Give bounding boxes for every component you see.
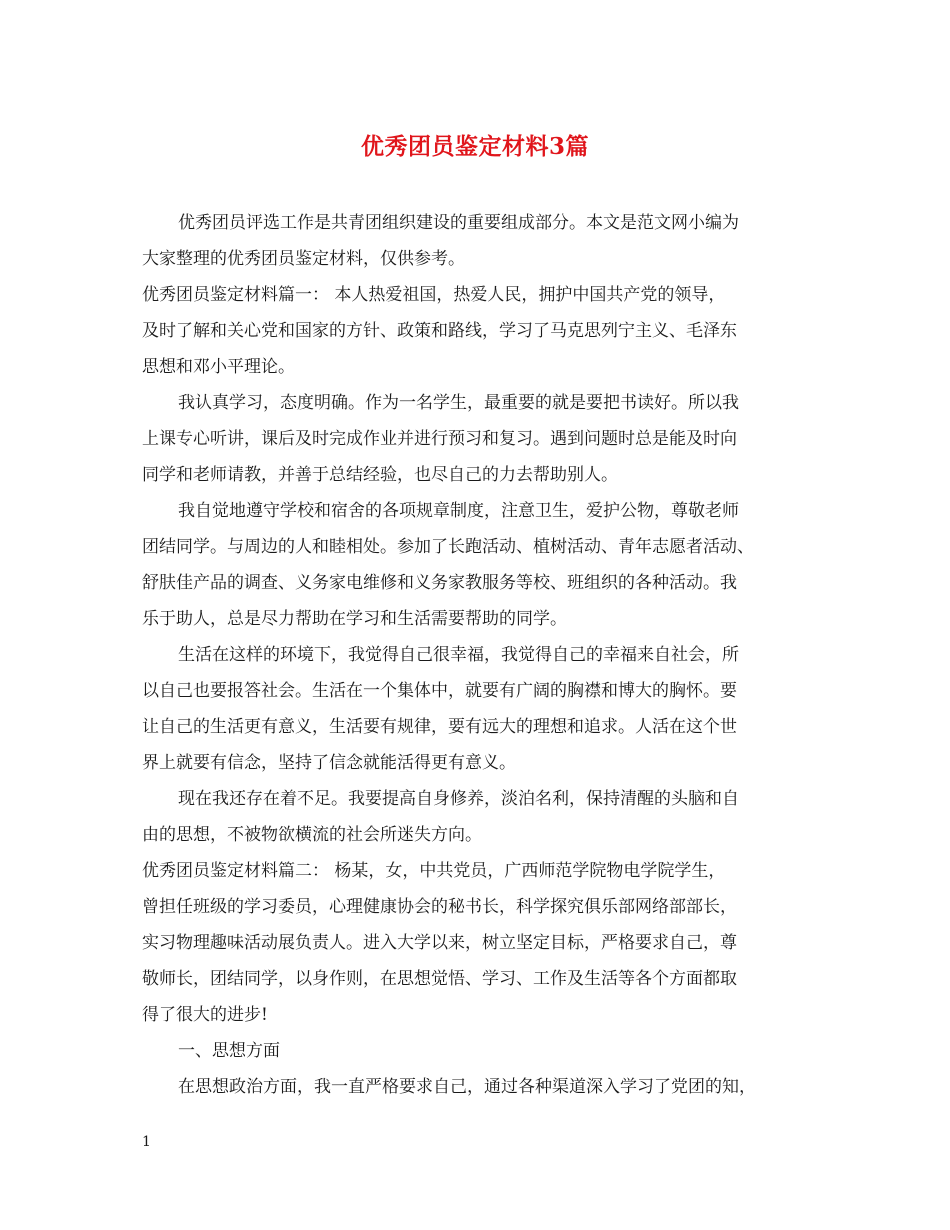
text-line: 乐于助人，总是尽力帮助在学习和生活需要帮助的同学。 [142,609,567,629]
text-line: 我认真学习，态度明确。作为一名学生，最重要的就是要把书读好。所以我 [178,393,739,413]
text-line: 让自己的生活更有意义，生活要有规律，要有远大的理想和追求。人活在这个世 [142,717,737,737]
text-line: 优秀团员评选工作是共青团组织建设的重要组成部分。本文是范文网小编为 [178,213,739,233]
text-line: 界上就要有信念，坚持了信念就能活得更有意义。 [142,753,516,773]
text-line: 在思想政治方面，我一直严格要求自己，通过各种渠道深入学习了党团的知， [178,1077,756,1097]
text-line: 曾担任班级的学习委员，心理健康协会的秘书长，科学探究俱乐部网络部部长， [142,897,737,917]
text-line: 上课专心听讲，课后及时完成作业并进行预习和复习。遇到问题时总是能及时向 [142,429,737,449]
text-line: 实习物理趣味活动展负责人。进入大学以来，树立坚定目标，严格要求自己，尊 [142,933,737,953]
page-number: 1 [142,1134,151,1150]
text-line: 生活在这样的环境下，我觉得自己很幸福，我觉得自己的幸福来自社会，所 [178,645,739,665]
text-line: 大家整理的优秀团员鉴定材料，仅供参考。 [142,249,465,269]
text-line: 同学和老师请教，并善于总结经验，也尽自己的力去帮助别人。 [142,465,618,485]
text-line: 以自己也要报答社会。生活在一个集体中，就要有广阔的胸襟和博大的胸怀。要 [142,681,737,701]
text-line: 思想和邓小平理论。 [142,357,295,377]
document-body [142,205,832,1105]
text-line: 团结同学。与周边的人和睦相处。参加了长跑活动、植树活动、青年志愿者活动、 [142,537,754,557]
text-line: 我自觉地遵守学校和宿舍的各项规章制度，注意卫生，爱护公物，尊敬老师 [178,501,739,521]
text-line: 现在我还存在着不足。我要提高自身修养，淡泊名利，保持清醒的头脑和自 [178,789,739,809]
text-line: 舒肤佳产品的调查、义务家电维修和义务家教服务等校、班组织的各种活动。我 [142,573,737,593]
section-heading: 一、思想方面 [178,1041,280,1061]
text-line: 优秀团员鉴定材料篇一： 本人热爱祖国，热爱人民，拥护中国共产党的领导， [142,285,726,305]
text-line: 优秀团员鉴定材料篇二： 杨某，女，中共党员，广西师范学院物电学院学生， [142,861,726,881]
text-line: 由的思想，不被物欲横流的社会所迷失方向。 [142,825,482,845]
document-title: 优秀团员鉴定材料3篇 [360,133,589,160]
text-line: 得了很大的进步! [142,1005,268,1025]
text-line: 敬师长，团结同学，以身作则，在思想觉悟、学习、工作及生活等各个方面都取 [142,969,737,989]
text-line: 及时了解和关心党和国家的方针、政策和路线，学习了马克思列宁主义、毛泽东 [142,321,737,341]
